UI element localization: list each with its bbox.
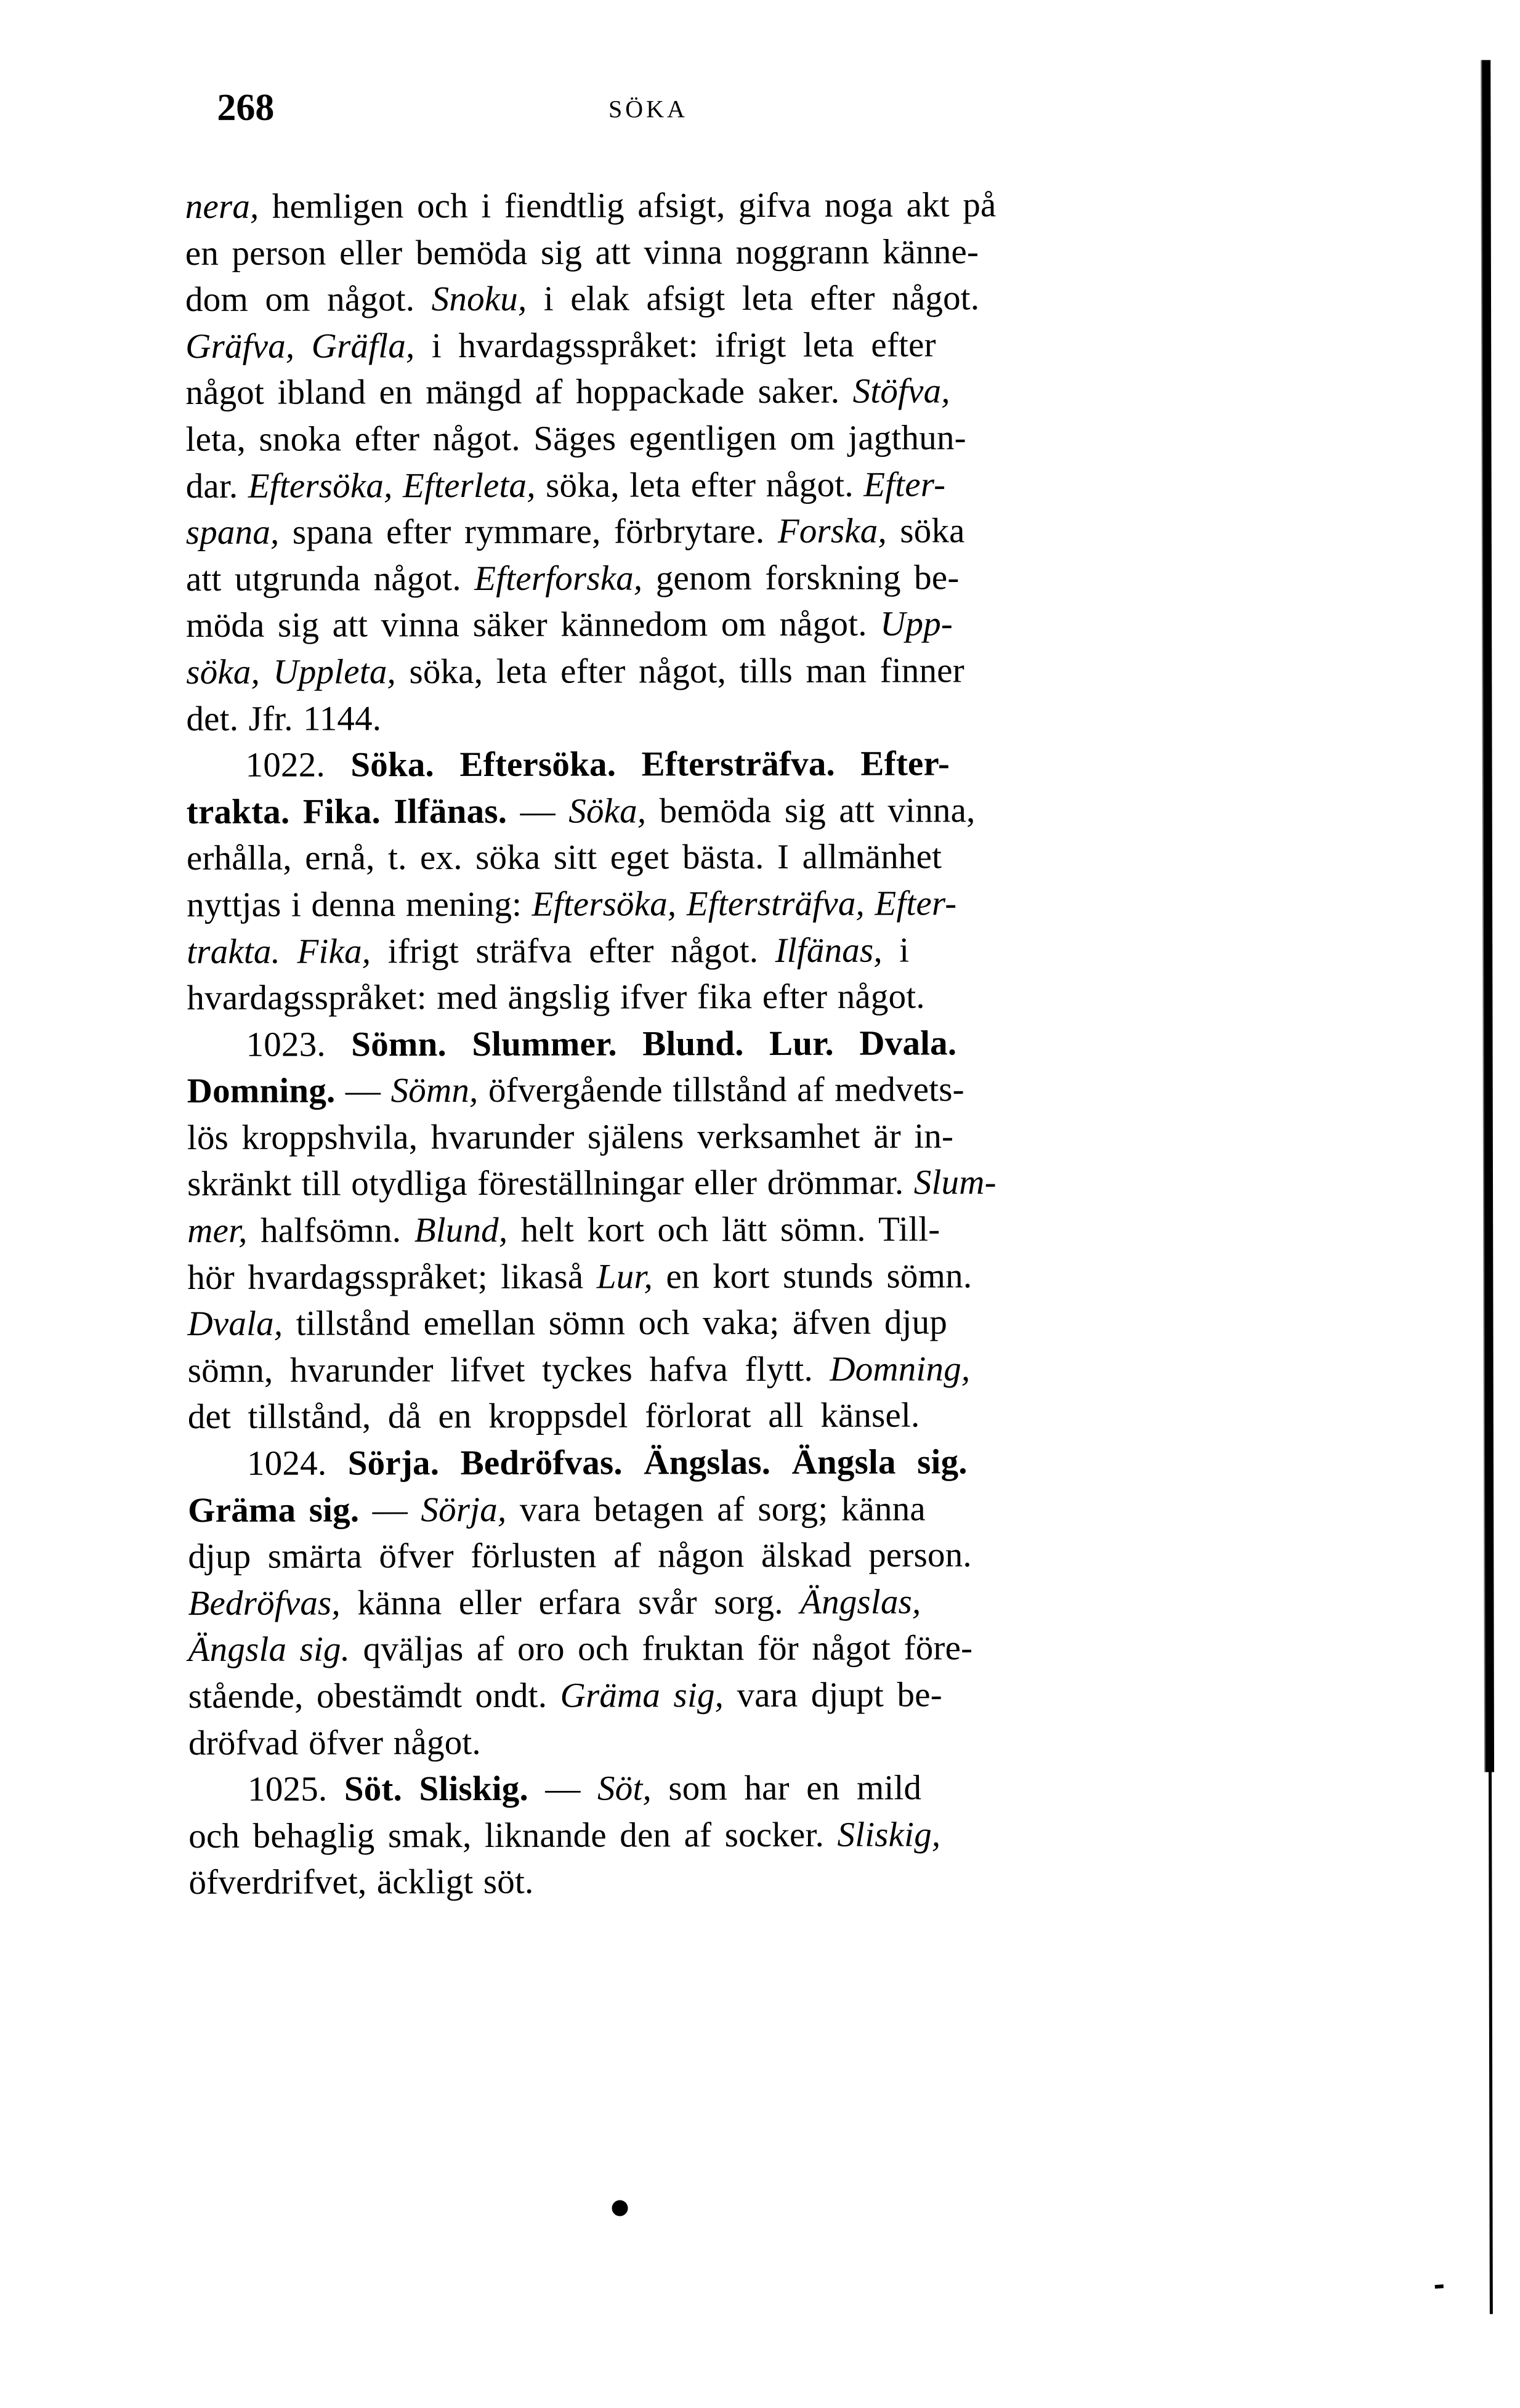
text-run: att utgrunda något.	[185, 559, 475, 599]
headword-italic: Bedröfvas,	[188, 1583, 341, 1623]
text-run: öfvergående tillstånd af medvets-	[478, 1070, 964, 1110]
text-run: en kort stunds sömn.	[652, 1256, 972, 1296]
text-line	[188, 1811, 1377, 1860]
text-line	[187, 1019, 1375, 1069]
text-line	[187, 1298, 1376, 1347]
text-run: känna eller erfara svår sorg.	[340, 1582, 801, 1623]
text-line	[188, 1578, 1376, 1627]
headword-italic: Sliskig,	[837, 1815, 941, 1854]
text-run: dröfvad öfver något.	[188, 1723, 481, 1763]
text-line	[185, 274, 1374, 323]
running-head-word: SÖKA	[608, 95, 688, 123]
text-run: söka, leta efter något.	[535, 465, 864, 505]
text-line	[188, 1345, 1376, 1394]
text-line	[186, 647, 1375, 696]
text-line	[188, 1857, 1377, 1906]
text-line	[185, 181, 1374, 230]
text-line	[188, 1531, 1376, 1580]
text-run: som har en mild	[651, 1768, 922, 1808]
headword-italic: spana,	[185, 512, 280, 552]
text-line	[186, 554, 1375, 603]
text-run: ifrigt sträfva efter något.	[371, 931, 775, 971]
text-run: stående, obestämdt ondt.	[188, 1676, 560, 1716]
text-line	[186, 600, 1375, 649]
text-line	[188, 1391, 1376, 1440]
text-run: vara djupt be-	[724, 1675, 942, 1715]
text-line	[188, 1764, 1377, 1813]
headword-italic: Efter-	[863, 464, 946, 504]
text-line	[188, 1671, 1377, 1720]
text-run: dar.	[185, 466, 248, 506]
text-run: hemligen och i fiendtlig afsigt, gifva noga akt på	[259, 185, 996, 226]
text-run: öfverdrifvet, äckligt söt.	[188, 1862, 534, 1902]
headword-italic: Söt,	[597, 1769, 652, 1808]
text-run: det. Jfr. 1144.	[186, 698, 382, 738]
text-run: det tillstånd, då en kroppsdel förlorat all känsel.	[187, 1396, 920, 1437]
scan-edge-line	[1489, 1766, 1493, 2314]
headword-italic: mer,	[187, 1211, 248, 1251]
headword-italic: Forska,	[777, 511, 887, 551]
text-run: söka	[886, 511, 965, 551]
headword-italic: Dvala,	[187, 1304, 283, 1344]
headword-italic: Gräma sig,	[560, 1676, 724, 1715]
text-line	[185, 228, 1374, 277]
text-run: i elak afsigt leta efter något.	[527, 278, 980, 318]
headword-italic: Ängslas,	[800, 1582, 921, 1622]
text-run: 1025.	[248, 1769, 344, 1809]
text-run: en person eller bemöda sig att vinna noggrann känne-	[185, 232, 979, 273]
text-line	[187, 879, 1375, 929]
headword-italic: nera,	[185, 187, 259, 226]
text-line	[187, 1205, 1376, 1255]
headword-bold: Söt. Sliskig.	[344, 1769, 528, 1809]
page-number: 268	[217, 86, 275, 129]
text-line	[185, 414, 1374, 463]
body-text	[185, 181, 1378, 1906]
headword-bold: Gräma sig.	[188, 1490, 360, 1530]
headword-bold: Söka. Eftersöka. Eftersträfva. Efter-	[350, 744, 950, 785]
headword-italic: Stöfva,	[852, 371, 950, 411]
text-line	[187, 786, 1375, 836]
text-line	[187, 1112, 1376, 1162]
text-run: qväljas af oro och fruktan för något före-	[350, 1628, 973, 1669]
text-run: —	[335, 1071, 391, 1110]
headword-bold: trakta. Fika. Ilfänas.	[186, 791, 507, 831]
text-run: djup smärta öfver förlusten af någon älskad person.	[188, 1535, 972, 1577]
running-head	[217, 84, 1319, 129]
headword-italic: Slum-	[913, 1163, 996, 1202]
text-run: leta, snoka efter något. Säges egentligen om jagthun-	[185, 418, 966, 459]
headword-italic: Efterforska,	[474, 559, 643, 598]
headword-italic: trakta. Fika,	[187, 931, 371, 971]
text-run: lös kroppshvila, hvarunder själens verksamhet är in-	[187, 1117, 954, 1157]
text-run: sömn, hvarunder lifvet tyckes hafva flytt.	[187, 1349, 830, 1390]
headword-italic: Domning,	[830, 1349, 971, 1389]
text-run: 1024.	[246, 1444, 348, 1483]
text-line	[188, 1438, 1376, 1487]
text-run: 1022.	[245, 745, 351, 785]
headword-italic: Ängsla sig.	[188, 1630, 350, 1670]
text-line	[188, 1624, 1377, 1673]
text-run: nyttjas i denna mening:	[187, 884, 532, 924]
text-line	[187, 972, 1375, 1022]
text-run: genom forskning be-	[642, 558, 960, 598]
headword-italic: Gräfva, Gräfla,	[185, 326, 415, 366]
headword-italic: Snoku,	[431, 279, 527, 319]
text-run: vara betagen af sorg; känna	[506, 1489, 926, 1529]
headword-bold: Domning.	[187, 1071, 336, 1111]
text-run: hör hvardagsspråket; likaså	[187, 1257, 597, 1297]
text-line	[187, 740, 1375, 789]
text-run: helt kort och lätt sömn. Till-	[507, 1210, 940, 1250]
text-line	[187, 926, 1375, 975]
text-line	[187, 1252, 1376, 1301]
text-run: skränkt till otydliga föreställningar eller drömmar.	[187, 1163, 914, 1204]
text-run: hvardagsspråket: med ängslig ifver fika efter något.	[187, 977, 925, 1018]
headword-bold: Sömn. Slummer. Blund. Lur. Dvala.	[351, 1024, 957, 1064]
headword-italic: Lur,	[596, 1257, 653, 1296]
text-run: —	[507, 791, 569, 831]
headword-italic: söka, Uppleta,	[186, 652, 397, 692]
text-line	[188, 1485, 1376, 1534]
text-run: erhålla, ernå, t. ex. söka sitt eget bästa. I allmänhet	[186, 837, 942, 878]
bottom-ornament-dot	[612, 2200, 628, 2216]
text-run: 1023.	[246, 1025, 352, 1064]
scan-edge-speck	[1435, 2284, 1444, 2289]
text-run: i hvardagsspråket: ifrigt leta efter	[414, 325, 936, 365]
text-run: tillstånd emellan sömn och vaka; äfven djup	[283, 1303, 948, 1343]
text-run: bemöda sig att vinna,	[646, 790, 976, 831]
text-run: något ibland en mängd af hoppackade saker.	[185, 372, 853, 413]
headword-italic: Eftersöka, Efterleta,	[248, 466, 536, 506]
headword-italic: Blund,	[414, 1210, 508, 1250]
text-line	[185, 321, 1374, 370]
headword-italic: Upp-	[880, 604, 953, 644]
text-run: halfsömn.	[247, 1211, 414, 1250]
text-run: dom om något.	[185, 280, 432, 320]
text-line	[187, 1065, 1376, 1115]
text-run: söka, leta efter något, tills man finner	[395, 651, 965, 692]
headword-bold: Sörja. Bedröfvas. Ängslas. Ängsla sig.	[347, 1442, 968, 1483]
scan-edge-shadow	[1482, 60, 1494, 1772]
text-line	[186, 693, 1375, 742]
text-run: och behaglig smak, liknande den af socker.	[188, 1815, 838, 1856]
text-line	[187, 1158, 1376, 1208]
headword-italic: Söka,	[568, 791, 647, 831]
headword-italic: Ilfänas,	[775, 931, 883, 970]
text-line	[187, 833, 1375, 882]
text-line	[186, 460, 1375, 509]
text-run: —	[359, 1490, 421, 1529]
text-run: i	[882, 930, 910, 970]
text-run: —	[528, 1769, 598, 1808]
text-line	[185, 367, 1374, 416]
headword-italic: Eftersöka, Eftersträfva, Efter-	[532, 884, 957, 924]
headword-italic: Sörja,	[421, 1490, 507, 1529]
text-run: spana efter rymmare, förbrytare.	[279, 512, 778, 552]
text-line	[188, 1718, 1377, 1767]
text-run: möda sig att vinna säker kännedom om något.	[186, 604, 881, 645]
headword-italic: Sömn,	[390, 1071, 479, 1110]
text-line	[186, 507, 1375, 556]
